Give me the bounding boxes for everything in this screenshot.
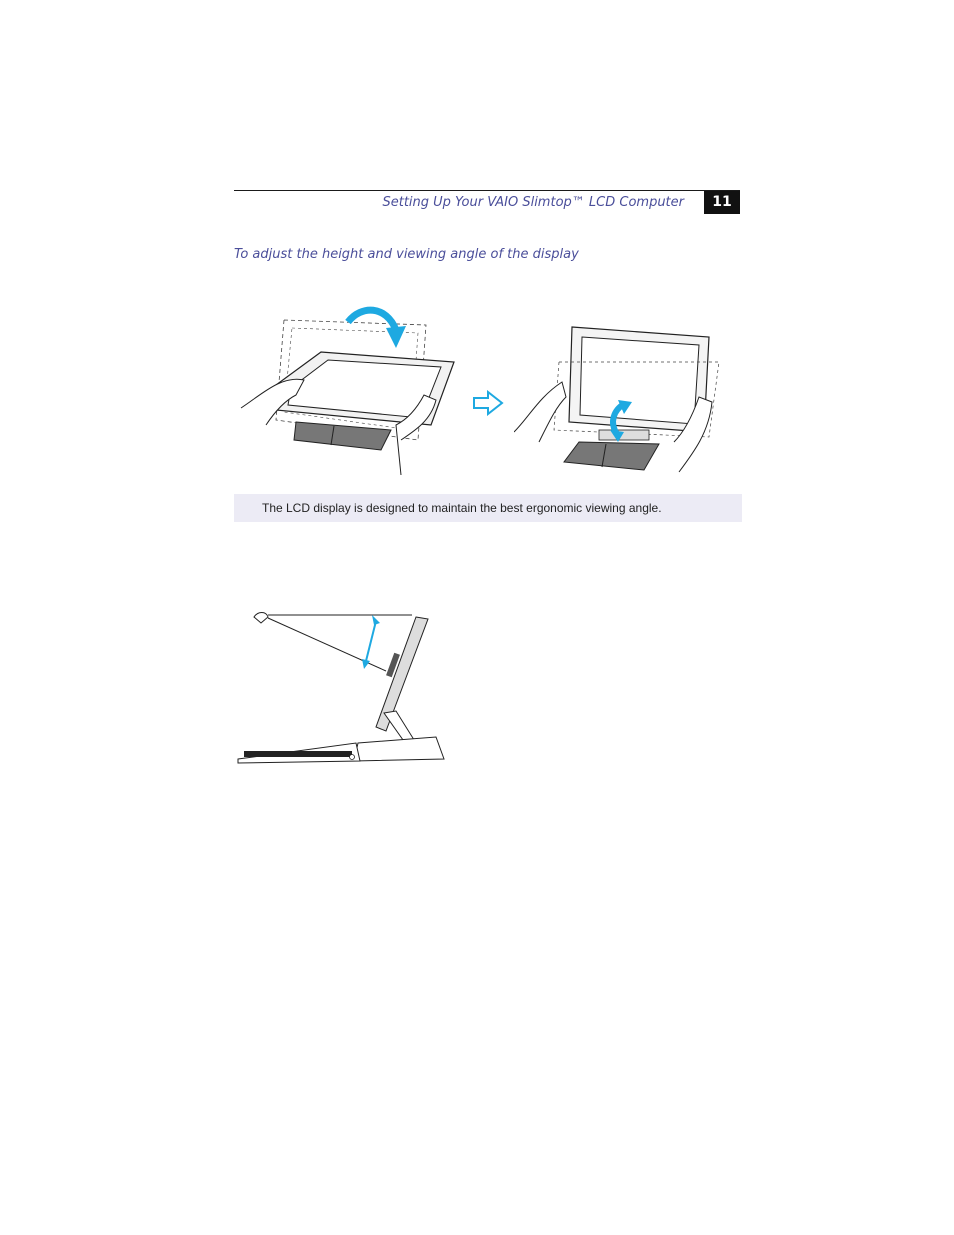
header-rule: [234, 190, 740, 191]
viewing-angle-illustration: [236, 603, 448, 765]
tilt-display-illustration: [236, 300, 466, 475]
next-step-arrow-icon: [472, 390, 504, 416]
raise-display-illustration: [514, 322, 724, 480]
ergonomic-note: The LCD display is designed to maintain the best ergonomic viewing angle.: [234, 494, 742, 522]
section-title: To adjust the height and viewing angle of the display: [234, 247, 579, 262]
running-header-title: Setting Up Your VAIO Slimtop™ LCD Computer: [382, 195, 684, 210]
page-number: 11: [704, 191, 740, 214]
